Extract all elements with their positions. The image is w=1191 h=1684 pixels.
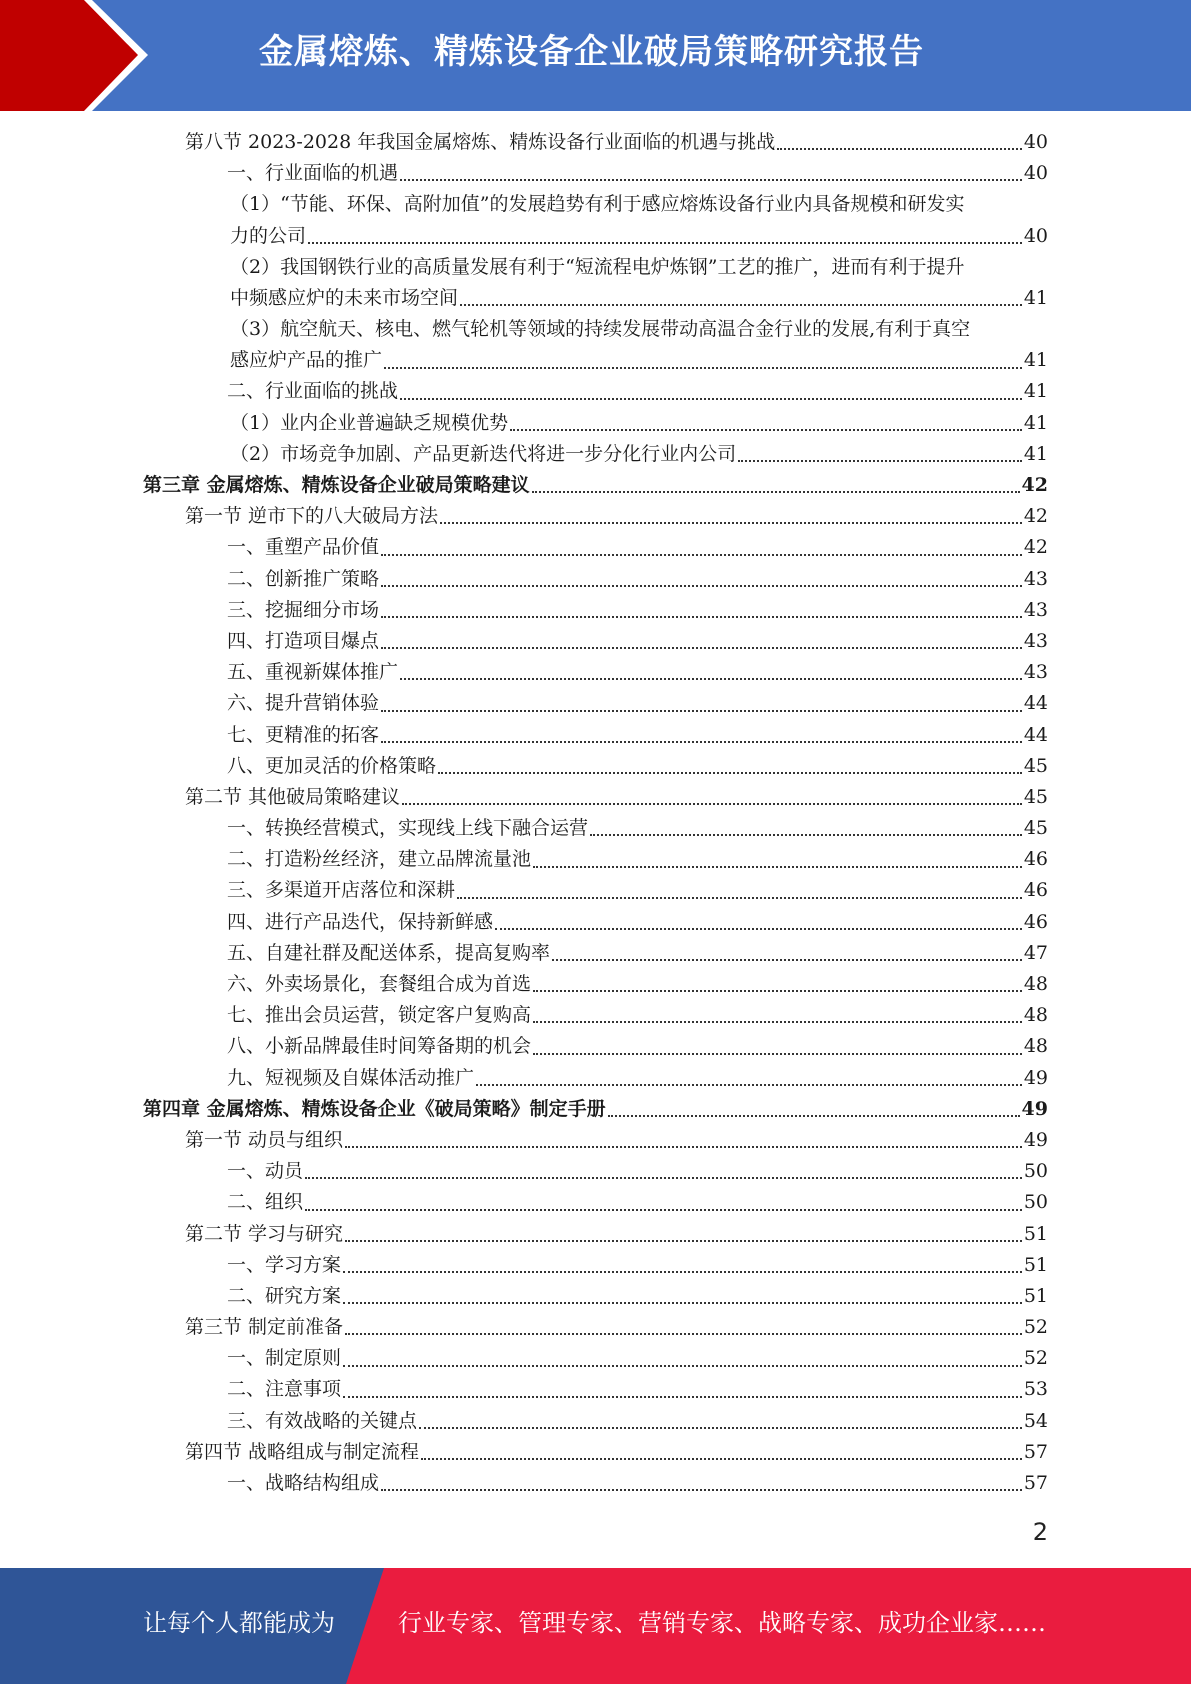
toc-entry[interactable]: [227, 876, 1048, 907]
toc-entry-label: 一、转换经营模式，实现线上线下融合运营: [227, 813, 588, 844]
toc-dot-leader: [460, 304, 1022, 306]
toc-dot-leader: [345, 1333, 1022, 1335]
toc-entry-page: 43: [1023, 629, 1048, 652]
toc-entry[interactable]: [227, 1250, 1048, 1281]
toc-entry[interactable]: [230, 314, 1048, 376]
toc-entry-page: 41: [1023, 411, 1048, 434]
toc-entry-label: 第一节 逆市下的八大破局方法: [185, 501, 438, 532]
toc-entry-page: 57: [1023, 1440, 1048, 1463]
toc-dot-leader: [343, 1365, 1022, 1367]
toc-entry-label: 二、研究方案: [227, 1281, 341, 1312]
toc-chapter-entry[interactable]: [143, 1094, 1048, 1125]
toc-entry[interactable]: [227, 688, 1048, 719]
toc-dot-leader: [381, 741, 1022, 743]
toc-dot-leader: [381, 1489, 1022, 1491]
toc-dot-leader: [533, 866, 1022, 868]
toc-dot-leader: [552, 959, 1022, 961]
toc-entry[interactable]: [227, 720, 1048, 751]
toc-dot-leader: [457, 897, 1022, 899]
toc-entry-label: 第三节 制定前准备: [185, 1312, 343, 1343]
toc-entry-label: （3）航空航天、核电、燃气轮机等领域的持续发展带动高温合金行业的发展,有利于真空: [230, 318, 971, 341]
toc-entry[interactable]: [230, 252, 1048, 314]
toc-dot-leader: [343, 1302, 1022, 1304]
toc-entry-label: 第二节 其他破局策略建议: [185, 782, 400, 813]
toc-entry-label: 二、行业面临的挑战: [227, 376, 398, 407]
toc-entry[interactable]: [227, 1187, 1048, 1218]
toc-entry-page: 52: [1023, 1316, 1048, 1339]
toc-dot-leader: [495, 928, 1022, 930]
toc-dot-leader: [608, 1115, 1020, 1117]
toc-entry-page: 45: [1023, 785, 1048, 808]
toc-dot-leader: [381, 616, 1022, 618]
toc-dot-leader: [381, 554, 1022, 556]
toc-entry-page: 44: [1023, 692, 1048, 715]
toc-dot-leader: [400, 678, 1022, 680]
toc-entry[interactable]: [227, 1063, 1048, 1094]
toc-dot-leader: [476, 1084, 1022, 1086]
toc-entry-page: 50: [1023, 1191, 1048, 1214]
toc-entry[interactable]: [230, 408, 1048, 439]
toc-entry-page: 46: [1023, 910, 1048, 933]
toc-dot-leader: [419, 1427, 1022, 1429]
toc-dot-leader: [777, 148, 1022, 150]
toc-entry-label: 第四节 战略组成与制定流程: [185, 1437, 419, 1468]
toc-dot-leader: [381, 710, 1022, 712]
toc-entry[interactable]: [227, 564, 1048, 595]
toc-entry-label: （1）“节能、环保、高附加值”的发展趋势有利于感应熔炼设备行业内具备规模和研发实: [230, 193, 965, 216]
toc-entry-label: 三、挖掘细分市场: [227, 595, 379, 626]
toc-dot-leader: [533, 1021, 1022, 1023]
toc-entry[interactable]: [185, 782, 1048, 813]
toc-entry-page: 45: [1023, 817, 1048, 840]
toc-entry-page: 51: [1023, 1253, 1048, 1276]
page-number: 2: [1032, 1518, 1048, 1546]
toc-entry-label: 第二节 学习与研究: [185, 1219, 343, 1250]
toc-entry-page: 43: [1023, 598, 1048, 621]
toc-chapter-entry[interactable]: [143, 470, 1048, 501]
toc-entry-label: 四、进行产品迭代，保持新鲜感: [227, 907, 493, 938]
toc-entry[interactable]: [227, 1375, 1048, 1406]
toc-entry[interactable]: [227, 813, 1048, 844]
toc-entry-page: 51: [1023, 1284, 1048, 1307]
toc-entry-page: 45: [1023, 754, 1048, 777]
toc-entry-page: 41: [1023, 380, 1048, 403]
toc-entry[interactable]: [185, 501, 1048, 532]
toc-entry-label: 五、重视新媒体推广: [227, 657, 398, 688]
toc-entry[interactable]: [227, 1156, 1048, 1187]
toc-entry-page: 42: [1023, 505, 1048, 528]
toc-entry-page: 49: [1023, 1066, 1048, 1089]
toc-entry-label: 二、创新推广策略: [227, 564, 379, 595]
toc-dot-leader: [738, 460, 1022, 462]
toc-entry-label: 二、注意事项: [227, 1374, 341, 1405]
footer-slogan-right: 行业专家、管理专家、营销专家、战略专家、成功企业家……: [398, 1609, 1046, 1637]
toc-entry[interactable]: [227, 907, 1048, 938]
toc-entry-label: 一、制定原则: [227, 1343, 341, 1374]
toc-entry-label: 五、自建社群及配送体系，提高复购率: [227, 938, 550, 969]
toc-entry-page: 49: [1021, 1097, 1048, 1120]
toc-entry-label: 八、更加灵活的价格策略: [227, 751, 436, 782]
toc-entry-page: 48: [1023, 1035, 1048, 1058]
toc-entry-page: 47: [1023, 941, 1048, 964]
header-chevron-icon: [0, 0, 160, 111]
toc-entry[interactable]: [227, 657, 1048, 688]
toc-dot-leader: [400, 179, 1022, 181]
toc-dot-leader: [381, 585, 1022, 587]
footer-slogan-left: 让每个人都能成为: [143, 1609, 335, 1637]
toc-dot-leader: [510, 429, 1022, 431]
toc-entry[interactable]: [185, 127, 1048, 158]
toc-entry-label: 一、学习方案: [227, 1250, 341, 1281]
toc-entry-page: 41: [1023, 442, 1048, 465]
toc-dot-leader: [402, 803, 1022, 805]
toc-entry-label: 三、多渠道开店落位和深耕: [227, 875, 455, 906]
toc-entry-label-continued: 力的公司: [230, 221, 306, 252]
toc-entry-label: 第八节 2023-2028 年我国金属熔炼、精炼设备行业面临的机遇与挑战: [185, 127, 775, 158]
toc-entry-page: 40: [1023, 162, 1048, 185]
toc-entry[interactable]: [227, 1406, 1048, 1437]
toc-entry[interactable]: [227, 1343, 1048, 1374]
toc-entry-label: 第四章 金属熔炼、精炼设备企业《破局策略》制定手册: [143, 1094, 606, 1125]
page-header-banner: [0, 0, 1191, 111]
toc-entry[interactable]: [230, 189, 1048, 251]
toc-entry[interactable]: [185, 1125, 1048, 1156]
toc-entry-page: 50: [1023, 1160, 1048, 1183]
toc-entry-page: 41: [1023, 349, 1048, 372]
toc-entry[interactable]: [227, 1281, 1048, 1312]
toc-dot-leader: [345, 1240, 1022, 1242]
toc-entry-label: 一、重塑产品价值: [227, 532, 379, 563]
toc-entry-label: （2）市场竞争加剧、产品更新迭代将进一步分化行业内公司: [230, 439, 736, 470]
toc-dot-leader: [343, 1396, 1022, 1398]
toc-entry-page: 46: [1023, 848, 1048, 871]
report-title: 金属熔炼、精炼设备企业破局策略研究报告: [259, 32, 924, 72]
toc-entry-label: 第一节 动员与组织: [185, 1125, 343, 1156]
toc-entry[interactable]: [227, 969, 1048, 1000]
toc-entry[interactable]: [185, 1437, 1048, 1468]
toc-entry[interactable]: [227, 532, 1048, 563]
toc-dot-leader: [308, 242, 1022, 244]
toc-dot-leader: [532, 491, 1020, 493]
toc-entry-page: 41: [1023, 286, 1048, 309]
toc-entry-label: 第三章 金属熔炼、精炼设备企业破局策略建议: [143, 470, 530, 501]
toc-entry-label: 七、推出会员运营，锁定客户复购高: [227, 1000, 531, 1031]
toc-dot-leader: [384, 367, 1022, 369]
toc-entry-page: 42: [1021, 474, 1048, 497]
toc-entry-page: 51: [1023, 1222, 1048, 1245]
toc-entry-page: 46: [1023, 879, 1048, 902]
toc-dot-leader: [305, 1177, 1022, 1179]
toc-entry-page: 53: [1023, 1378, 1048, 1401]
toc-entry[interactable]: [227, 595, 1048, 626]
toc-entry-page: 48: [1023, 973, 1048, 996]
toc-entry-label: 一、战略结构组成: [227, 1468, 379, 1499]
toc-entry-label: 一、动员: [227, 1156, 303, 1187]
toc-entry-label: 一、行业面临的机遇: [227, 158, 398, 189]
toc-dot-leader: [533, 1053, 1022, 1055]
toc-entry[interactable]: [227, 751, 1048, 782]
toc-entry-label: 七、更精准的拓客: [227, 720, 379, 751]
toc-dot-leader: [533, 990, 1022, 992]
toc-entry-label: 三、有效战略的关键点: [227, 1406, 417, 1437]
toc-entry[interactable]: [230, 439, 1048, 470]
toc-entry-page: 52: [1023, 1347, 1048, 1370]
toc-entry[interactable]: [227, 938, 1048, 969]
toc-dot-leader: [305, 1209, 1022, 1211]
toc-entry-label: 二、打造粉丝经济，建立品牌流量池: [227, 844, 531, 875]
toc-entry[interactable]: [227, 377, 1048, 408]
toc-entry-label: 九、短视频及自媒体活动推广: [227, 1063, 474, 1094]
toc-entry-page: 49: [1023, 1128, 1048, 1151]
toc-entry-label: （2）我国钢铁行业的高质量发展有利于“短流程电炉炼钢”工艺的推广，进而有利于提升: [230, 255, 965, 278]
toc-entry[interactable]: [227, 1000, 1048, 1031]
toc-entry[interactable]: [185, 1219, 1048, 1250]
toc-entry[interactable]: [227, 1468, 1048, 1499]
toc-entry-page: 54: [1023, 1409, 1048, 1432]
toc-entry-label: 六、提升营销体验: [227, 688, 379, 719]
table-of-contents: [0, 127, 1191, 1499]
toc-dot-leader: [440, 522, 1022, 524]
toc-entry-page: 40: [1023, 130, 1048, 153]
toc-entry[interactable]: [185, 1312, 1048, 1343]
toc-entry[interactable]: [227, 1031, 1048, 1062]
toc-entry-page: 40: [1023, 224, 1048, 247]
toc-entry-label-continued: 中频感应炉的未来市场空间: [230, 283, 458, 314]
toc-dot-leader: [381, 647, 1022, 649]
toc-dot-leader: [438, 772, 1022, 774]
toc-entry-page: 48: [1023, 1004, 1048, 1027]
toc-dot-leader: [343, 1271, 1022, 1273]
toc-dot-leader: [590, 834, 1022, 836]
toc-dot-leader: [345, 1146, 1022, 1148]
toc-dot-leader: [421, 1458, 1022, 1460]
toc-entry-page: 42: [1023, 536, 1048, 559]
toc-entry[interactable]: [227, 626, 1048, 657]
toc-dot-leader: [400, 398, 1022, 400]
toc-entry[interactable]: [227, 158, 1048, 189]
toc-entry-page: 44: [1023, 723, 1048, 746]
toc-entry-page: 43: [1023, 567, 1048, 590]
page-footer-banner: [0, 1568, 1191, 1684]
toc-entry-label: 四、打造项目爆点: [227, 626, 379, 657]
toc-entry-label: 八、小新品牌最佳时间筹备期的机会: [227, 1031, 531, 1062]
toc-entry-page: 43: [1023, 661, 1048, 684]
toc-entry-label: 六、外卖场景化，套餐组合成为首选: [227, 969, 531, 1000]
toc-entry-page: 57: [1023, 1472, 1048, 1495]
toc-entry[interactable]: [227, 844, 1048, 875]
toc-entry-label: （1）业内企业普遍缺乏规模优势: [230, 408, 508, 439]
toc-entry-label: 二、组织: [227, 1187, 303, 1218]
toc-entry-label-continued: 感应炉产品的推广: [230, 345, 382, 376]
